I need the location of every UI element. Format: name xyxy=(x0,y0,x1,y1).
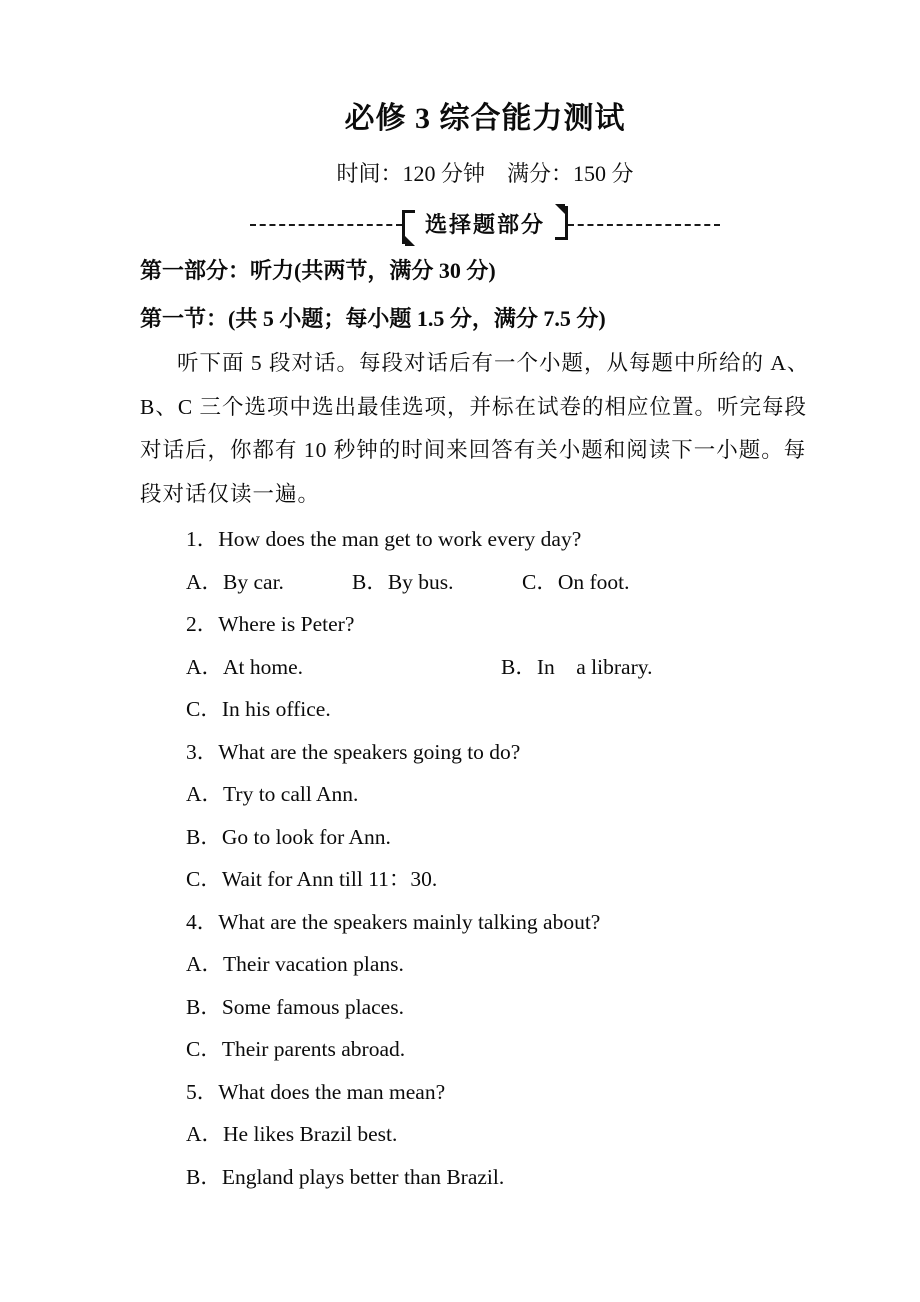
question-4 xyxy=(140,901,830,944)
question-5-option-b xyxy=(140,1156,830,1199)
question-list xyxy=(140,518,830,1198)
instructions-line-3: 对话后，你都有 10 秒钟的时间来回答有关小题和阅读下一小题。每 xyxy=(140,438,807,462)
instructions-line-4: 段对话仅读一遍。 xyxy=(140,481,321,506)
option-text: Go to look for Ann. xyxy=(221,824,391,849)
section1-heading: 第一节：(共 5 小题；每小题 1.5 分，满分 7.5 分) xyxy=(140,306,606,331)
instructions-line-2: B、C 三个选项中选出最佳选项，并标在试卷的相应位置。听完每段 xyxy=(140,394,808,419)
question-5-option-a xyxy=(140,1113,830,1156)
option-label: A． xyxy=(186,654,224,679)
banner-title: 选择题部分 xyxy=(424,212,545,237)
question-number: 2． xyxy=(186,612,219,636)
option-label: A． xyxy=(186,952,224,976)
question-1-options xyxy=(140,561,830,604)
option-c xyxy=(522,561,630,604)
option-text: Try to call Ann. xyxy=(223,782,359,806)
option-text: On foot. xyxy=(557,569,630,594)
option-a xyxy=(186,646,501,689)
question-3-option-c xyxy=(140,858,830,901)
question-number: 3． xyxy=(186,739,219,764)
corner-bracket-left-icon xyxy=(402,210,415,244)
option-label: B． xyxy=(352,569,388,594)
option-text: At home. xyxy=(223,654,304,679)
question-3-option-b xyxy=(140,816,830,859)
option-label: A． xyxy=(186,569,224,594)
option-b xyxy=(501,646,652,689)
exam-title: 必修 3 综合能力测试 xyxy=(344,102,626,135)
question-text: What does the man mean? xyxy=(218,1079,446,1104)
question-3 xyxy=(140,731,830,774)
question-text: Where is Peter? xyxy=(218,612,355,636)
option-b xyxy=(352,561,522,604)
option-text: Some famous places. xyxy=(221,994,404,1019)
option-text: He likes Brazil best. xyxy=(223,1122,398,1146)
option-label: B． xyxy=(186,1164,222,1189)
question-2 xyxy=(140,603,830,646)
option-label: B． xyxy=(501,654,537,679)
option-text: England plays better than Brazil. xyxy=(221,1164,505,1189)
option-text: In his office. xyxy=(221,697,331,721)
option-text: Their vacation plans. xyxy=(223,952,404,976)
option-text: By bus. xyxy=(387,569,454,594)
banner-dash-left xyxy=(250,224,402,226)
question-number: 5． xyxy=(186,1079,219,1104)
part1-heading: 第一部分：听力(共两节，满分 30 分) xyxy=(140,258,496,283)
option-label: B． xyxy=(186,824,222,849)
option-label: B． xyxy=(186,994,222,1019)
section-banner xyxy=(140,204,830,246)
instructions-line-1: 听下面 5 段对话。每段对话后有一个小题，从每题中所给的 A、 xyxy=(177,351,810,375)
corner-bracket-right-icon xyxy=(555,206,568,240)
question-3-option-a xyxy=(140,773,830,816)
question-number: 4． xyxy=(186,909,219,934)
question-4-option-c xyxy=(140,1028,830,1071)
question-text: What are the speakers going to do? xyxy=(218,739,521,764)
question-text: How does the man get to work every day? xyxy=(218,527,582,551)
option-label: C． xyxy=(186,867,222,891)
option-label: A． xyxy=(186,782,224,806)
question-4-option-a xyxy=(140,943,830,986)
question-number: 1． xyxy=(186,527,219,551)
option-a xyxy=(186,561,352,604)
option-label: C． xyxy=(522,569,558,594)
banner-dash-right xyxy=(568,224,720,226)
question-2-option-c xyxy=(140,688,830,731)
option-label: C． xyxy=(186,697,222,721)
question-text: What are the speakers mainly talking about? xyxy=(218,909,601,934)
option-text: Wait for Ann till 11：30. xyxy=(221,867,438,891)
exam-meta: 时间：120 分钟 满分：150 分 xyxy=(336,161,634,186)
listening-instructions xyxy=(140,342,830,516)
question-4-option-b xyxy=(140,986,830,1029)
option-label: C． xyxy=(186,1037,222,1061)
option-label: A． xyxy=(186,1122,224,1146)
question-1 xyxy=(140,518,830,561)
option-text: By car. xyxy=(223,569,284,594)
question-5 xyxy=(140,1071,830,1114)
option-text: Their parents abroad. xyxy=(221,1037,406,1061)
question-2-options-row-1 xyxy=(140,646,830,689)
option-text: In a library. xyxy=(536,654,653,679)
